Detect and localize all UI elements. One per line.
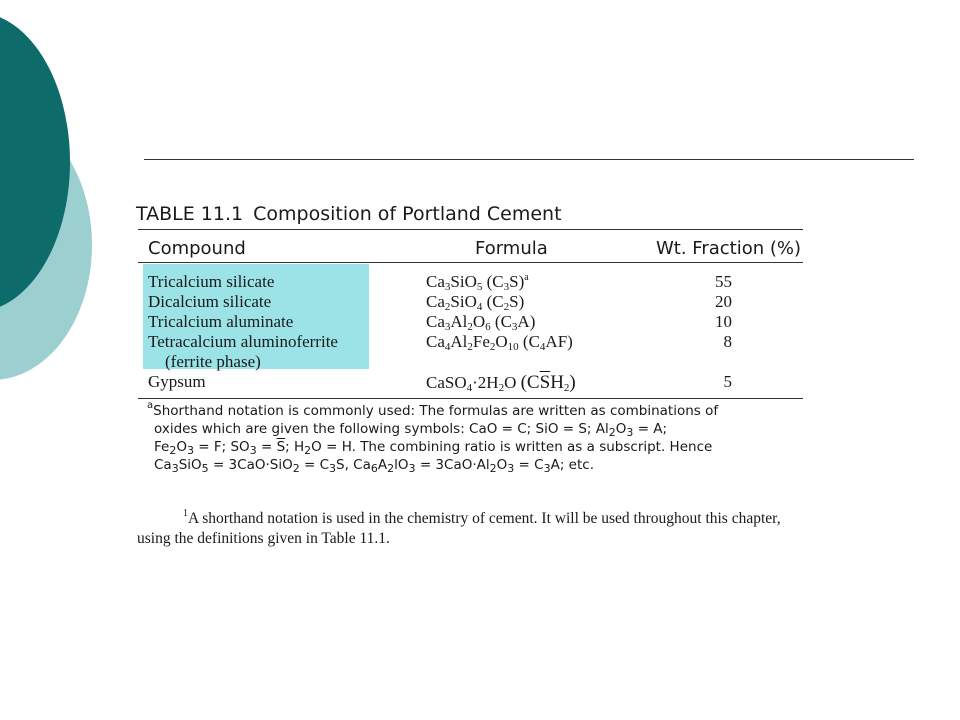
column-header-formula: Formula — [475, 238, 548, 259]
table-rule-bottom — [138, 398, 803, 399]
table-rule-top — [138, 229, 803, 230]
footnote-line: oxides which are given the following symbols: CaO = C; SiO = S; $Al_2O_3 = A$; — [154, 421, 668, 439]
weight-fraction: 55 — [715, 272, 732, 291]
table-rule-header — [138, 262, 803, 263]
table-title-text: Composition of Portland Cement — [253, 203, 562, 225]
weight-fraction: 8 — [723, 332, 732, 351]
compound-formula: $Ca_4Al_2Fe_2O_{10}$ $(C_4AF)$ — [426, 332, 573, 353]
compound-formula: $Ca_3Al_2O_6$ $(C_3A)$ — [426, 312, 536, 333]
compound-name: Gypsum — [148, 372, 206, 391]
compound-name: Tricalcium silicate — [148, 272, 275, 291]
note-line: $^1$A shorthand notation is used in the chemistry of cement. It will be used throughout this chapter, — [183, 508, 781, 527]
column-header-compound: Compound — [148, 238, 246, 259]
note-line: using the definitions given in Table 11.1. — [137, 530, 390, 547]
table-title — [136, 203, 562, 225]
chapter-note — [137, 509, 857, 549]
weight-fraction: 10 — [715, 312, 732, 331]
table-label: TABLE 11.1 — [136, 203, 244, 225]
compound-formula: $CaSO_4\cdot 2H_2O$ $(C\overline{S}H_2)$ — [426, 372, 576, 394]
compound-name: Dicalcium silicate — [148, 292, 272, 311]
slide-header-rule — [144, 159, 914, 160]
table-footnote — [147, 402, 807, 474]
weight-fraction: 20 — [715, 292, 732, 311]
compound-formula: $Ca_2SiO_4$ $(C_2S)$ — [426, 292, 525, 313]
compound-name-line2: (ferrite phase) — [165, 352, 261, 371]
footnote-line: $^a$Shorthand notation is commonly used: The formulas are written as combinations of — [147, 400, 719, 419]
compound-name: Tricalcium aluminate — [148, 312, 294, 331]
footnote-line: $Ca_3SiO_5 = 3CaO\cdot SiO_2 = C_3S$, $Ca_6A_2lO_3 = 3CaO\cdot Al_2O_3 = C_3A$; etc. — [154, 457, 594, 475]
compound-formula: $Ca_3SiO_5$ $(C_3S)^a$ — [426, 272, 529, 293]
footnote-line: $Fe_2O_3 = F$; $SO_3 = \overline{S}$; $H_2O = H$. The combining ratio is written as a subscript. Hence — [154, 439, 713, 457]
compound-name: Tetracalcium aluminoferrite — [148, 332, 338, 351]
column-header-fraction: Wt. Fraction (%) — [656, 238, 802, 259]
weight-fraction: 5 — [723, 372, 732, 391]
